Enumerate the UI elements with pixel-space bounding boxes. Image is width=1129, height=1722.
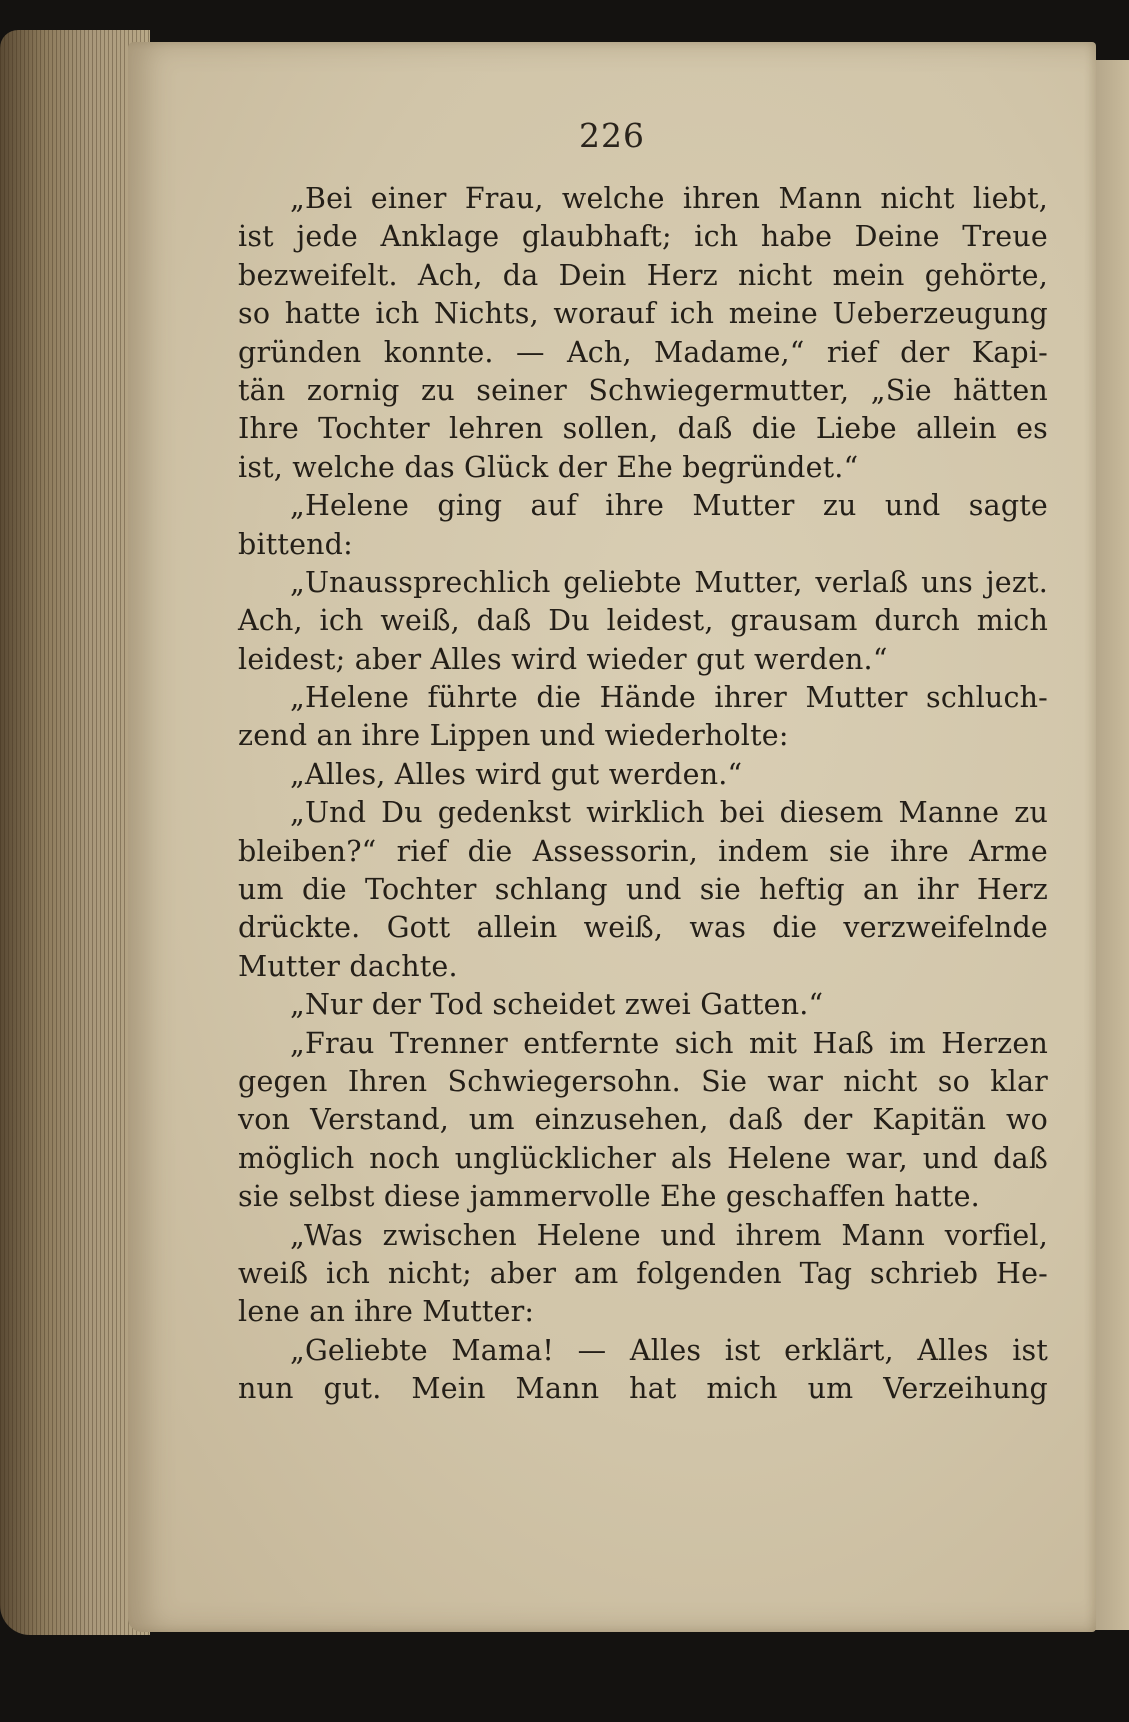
- text-line: „Nur der Tod scheidet zwei Gatten.“: [290, 988, 824, 1022]
- text-line: „Frau Trenner entfernte sich mit Haß im Herzen: [290, 1026, 1048, 1060]
- text-line: bezweifelt. Ach, da Dein Herz nicht mein gehörte,: [238, 258, 1048, 292]
- text-line: so hatte ich Nichts, worauf ich meine Ueberzeugung: [238, 297, 1048, 331]
- text-line: „Und Du gedenkst wirklich bei diesem Manne zu: [290, 796, 1048, 830]
- text-line: „Helene ging auf ihre Mutter zu und sagte: [290, 489, 1048, 523]
- text-line: Mutter dachte.: [238, 949, 458, 983]
- text-line: drückte. Gott allein weiß, was die verzweifelnde: [238, 911, 1048, 945]
- text-line: bittend:: [238, 527, 353, 561]
- text-line: möglich noch unglücklicher als Helene war, und daß: [238, 1141, 1048, 1175]
- text-line: von Verstand, um einzusehen, daß der Kapitän wo: [238, 1103, 1048, 1137]
- text-line: gegen Ihren Schwiegersohn. Sie war nicht so klar: [238, 1064, 1048, 1098]
- text-line: tän zornig zu seiner Schwiegermutter, „Sie hätten: [238, 373, 1048, 407]
- text-line: nun gut. Mein Mann hat mich um Verzeihung: [238, 1372, 1048, 1406]
- text-line: zend an ihre Lippen und wiederholte:: [238, 719, 789, 753]
- text-line: „Was zwischen Helene und ihrem Mann vorfiel,: [290, 1218, 1048, 1252]
- book-page: [128, 42, 1096, 1632]
- text-line: lene an ihre Mutter:: [238, 1295, 535, 1329]
- text-line: sie selbst diese jammervolle Ehe geschaffen hatte.: [238, 1180, 980, 1214]
- page-number: 226: [579, 116, 645, 155]
- text-line: um die Tochter schlang und sie heftig an ihr Herz: [238, 873, 1048, 907]
- text-line: bleiben?“ rief die Assessorin, indem sie ihre Arme: [238, 834, 1048, 868]
- text-line: leidest; aber Alles wird wieder gut werden.“: [238, 642, 888, 676]
- text-line: ist, welche das Glück der Ehe begründet.“: [238, 450, 859, 484]
- text-line: „Helene führte die Hände ihrer Mutter schluch-: [290, 681, 1048, 715]
- text-line: Ihre Tochter lehren sollen, daß die Liebe allein es: [238, 412, 1048, 446]
- body-text: [238, 180, 1048, 1409]
- text-line: „Bei einer Frau, welche ihren Mann nicht liebt,: [290, 182, 1048, 215]
- text-line: Ach, ich weiß, daß Du leidest, grausam durch mich: [238, 604, 1048, 638]
- text-line: „Geliebte Mama! — Alles ist erklärt, Alles ist: [290, 1333, 1048, 1367]
- text-line: weiß ich nicht; aber am folgenden Tag schrieb He-: [238, 1256, 1048, 1290]
- text-line: „Alles, Alles wird gut werden.“: [290, 757, 743, 791]
- text-line: gründen konnte. — Ach, Madame,“ rief der Kapi-: [238, 335, 1048, 369]
- text-line: ist jede Anklage glaubhaft; ich habe Deine Treue: [238, 220, 1048, 254]
- text-line: „Unaussprechlich geliebte Mutter, verlaß uns jezt.: [290, 565, 1048, 599]
